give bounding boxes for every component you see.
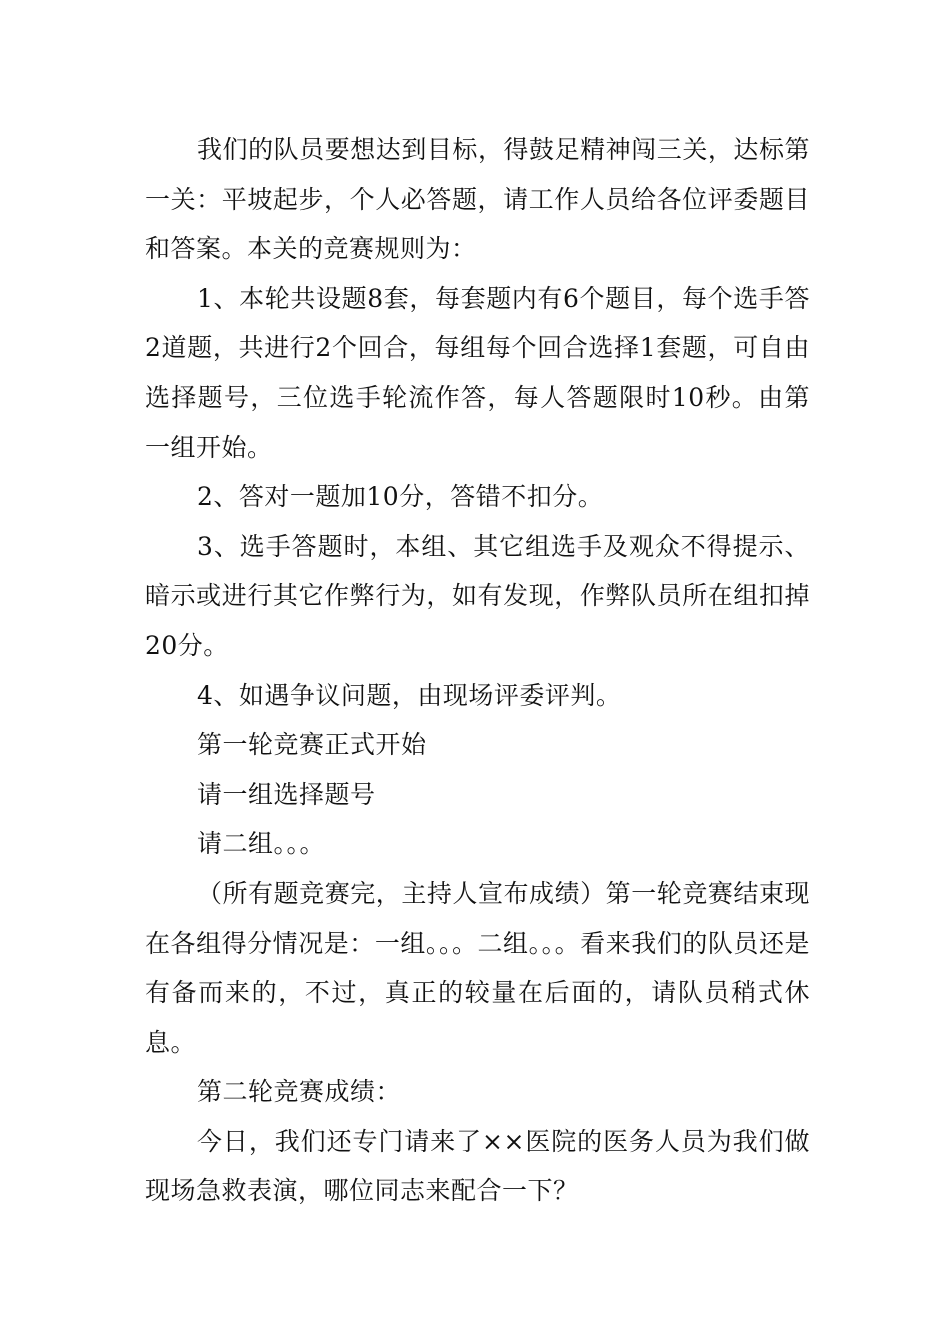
paragraph-intro: 我们的队员要想达到目标，得鼓足精神闯三关，达标第一关：平坡起步，个人必答题，请工作人员给各位评委题目和答案。本关的竞赛规则为：	[145, 135, 810, 264]
paragraph-first-aid: 今日，我们还专门请来了××医院的医务人员为我们做现场急救表演，哪位同志来配合一下？	[145, 1126, 810, 1206]
document-page	[145, 125, 810, 1216]
paragraph-group-one: 请一组选择题号	[197, 779, 376, 809]
paragraph-round-two-results: 第二轮竞赛成绩：	[197, 1077, 402, 1107]
paragraph-round-one-results: （所有题竞赛完，主持人宣布成绩）第一轮竞赛结束现在各组得分情况是：一组。。。二组。。。看来我们的队员还是有备而来的，不过，真正的较量在后面的，请队员稍式休息。	[145, 878, 810, 1057]
paragraph-round-one-start: 第一轮竞赛正式开始	[197, 730, 427, 760]
paragraph-rule-3: 3、选手答题时，本组、其它组选手及观众不得提示、暗示或进行其它作弊行为，如有发现，作弊队员所在组扣掉20分。	[145, 531, 810, 660]
paragraph-group-two: 请二组。。。	[197, 829, 326, 859]
paragraph-rule-2: 2、答对一题加10分，答错不扣分。	[197, 482, 604, 512]
paragraph-rule-1: 1、本轮共设题8套，每套题内有6个题目，每个选手答2道题，共进行2个回合，每组每个回合选择1套题，可自由选择题号，三位选手轮流作答，每人答题限时10秒。由第一组开始。	[145, 283, 810, 462]
paragraph-rule-4: 4、如遇争议问题，由现场评委评判。	[197, 680, 622, 710]
